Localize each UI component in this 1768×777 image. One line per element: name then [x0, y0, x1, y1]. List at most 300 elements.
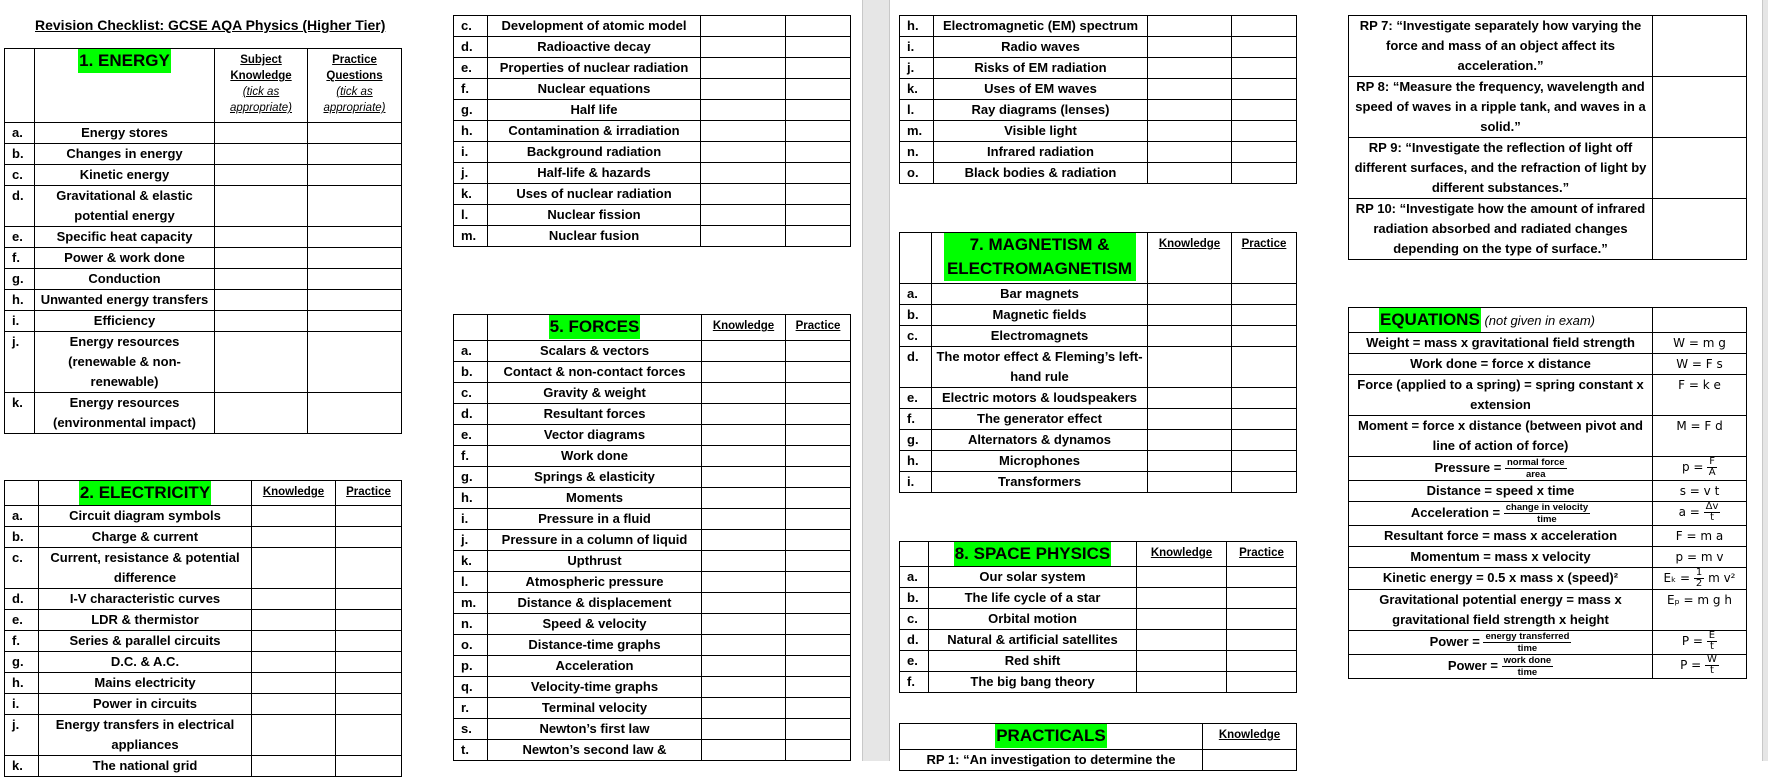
- practice-tick-cell[interactable]: [1232, 100, 1297, 121]
- table-row: [1349, 16, 1747, 77]
- knowledge-tick-cell[interactable]: [702, 467, 786, 488]
- practice-tick-cell[interactable]: [786, 100, 851, 121]
- practice-tick-cell[interactable]: [786, 677, 851, 698]
- word-equation: Weight = mass x gravitational field strength: [1349, 333, 1653, 354]
- knowledge-tick-cell[interactable]: [215, 227, 308, 248]
- equation-row: [1349, 590, 1747, 631]
- knowledge-tick-cell[interactable]: [702, 656, 786, 677]
- knowledge-tick-cell[interactable]: [215, 290, 308, 311]
- practice-tick-cell[interactable]: [786, 79, 851, 100]
- topic-name: Distance-time graphs: [488, 635, 702, 656]
- practice-tick-cell[interactable]: [786, 509, 851, 530]
- equation-row: [1349, 333, 1747, 354]
- practice-tick-cell[interactable]: [336, 506, 402, 527]
- topic-name: Risks of EM radiation: [934, 58, 1148, 79]
- practice-tick-cell[interactable]: [786, 551, 851, 572]
- practice-tick-cell[interactable]: [1232, 472, 1297, 493]
- practice-tick-cell[interactable]: [308, 165, 402, 186]
- table-row: [454, 184, 851, 205]
- table-row: [454, 142, 851, 163]
- knowledge-tick-cell[interactable]: [702, 446, 786, 467]
- knowledge-header: Subject Knowledge (tick as appropriate): [215, 49, 308, 123]
- knowledge-tick-cell[interactable]: [1203, 750, 1297, 771]
- knowledge-tick-cell[interactable]: [252, 756, 336, 777]
- table-row: [454, 614, 851, 635]
- topic-name: The life cycle of a star: [929, 588, 1137, 609]
- topic-name: Upthrust: [488, 551, 702, 572]
- practice-tick-cell[interactable]: [1232, 142, 1297, 163]
- knowledge-tick-cell[interactable]: [1148, 409, 1232, 430]
- knowledge-tick-cell[interactable]: [702, 530, 786, 551]
- knowledge-tick-cell[interactable]: [702, 719, 786, 740]
- practice-tick-cell[interactable]: [1232, 284, 1297, 305]
- practice-tick-cell[interactable]: [1232, 347, 1297, 388]
- knowledge-tick-cell[interactable]: [215, 144, 308, 165]
- knowledge-tick-cell[interactable]: [1148, 305, 1232, 326]
- knowledge-tick-cell[interactable]: [215, 311, 308, 332]
- table-row: [900, 651, 1297, 672]
- knowledge-tick-cell[interactable]: [252, 694, 336, 715]
- item-letter: e.: [900, 651, 929, 672]
- knowledge-tick-cell[interactable]: [1137, 567, 1227, 588]
- knowledge-tick-cell[interactable]: [701, 205, 786, 226]
- knowledge-tick-cell[interactable]: [1148, 163, 1232, 184]
- knowledge-tick-cell[interactable]: [701, 16, 786, 37]
- practice-tick-cell[interactable]: [1232, 430, 1297, 451]
- table-row: [900, 430, 1297, 451]
- table-row: [900, 305, 1297, 326]
- topic-name: Work done: [488, 446, 702, 467]
- practice-tick-cell[interactable]: [786, 740, 851, 761]
- table-row: [454, 593, 851, 614]
- word-equation: Work done = force x distance: [1349, 354, 1653, 375]
- topic-name: Microphones: [932, 451, 1148, 472]
- topic-name: Atmospheric pressure: [488, 572, 702, 593]
- word-equation: Momentum = mass x velocity: [1349, 547, 1653, 568]
- knowledge-tick-cell[interactable]: [701, 184, 786, 205]
- item-letter: f.: [454, 446, 488, 467]
- knowledge-tick-cell[interactable]: [252, 589, 336, 610]
- practice-tick-cell[interactable]: [336, 527, 402, 548]
- knowledge-tick-cell[interactable]: [1148, 430, 1232, 451]
- item-letter: i.: [5, 311, 35, 332]
- equation-row: [1349, 526, 1747, 547]
- practice-tick-cell[interactable]: [786, 572, 851, 593]
- knowledge-tick-cell[interactable]: [702, 677, 786, 698]
- table-row: [454, 572, 851, 593]
- knowledge-tick-cell[interactable]: [701, 226, 786, 247]
- knowledge-tick-cell[interactable]: [1137, 588, 1227, 609]
- item-letter: b.: [900, 305, 932, 326]
- practical-description: RP 7: “Investigate separately how varying the force and mass of an object affect its acceleration.”: [1349, 16, 1653, 77]
- practice-tick-cell[interactable]: [786, 142, 851, 163]
- section-title: 8. SPACE PHYSICS: [954, 542, 1112, 566]
- knowledge-tick-cell[interactable]: [1653, 199, 1747, 260]
- equation-row: [1349, 568, 1747, 590]
- topic-name: Vector diagrams: [488, 425, 702, 446]
- magnetism-header-row: [900, 233, 1297, 284]
- table-row: [5, 311, 402, 332]
- practice-tick-cell[interactable]: [786, 698, 851, 719]
- topic-name: Radioactive decay: [488, 37, 701, 58]
- table-row: [454, 404, 851, 425]
- forces-table: [453, 314, 851, 761]
- knowledge-header: Knowledge: [252, 481, 336, 506]
- knowledge-tick-cell[interactable]: [252, 548, 336, 589]
- knowledge-tick-cell[interactable]: [215, 123, 308, 144]
- practice-header: Practice: [1232, 233, 1297, 284]
- item-letter: g.: [454, 100, 488, 121]
- item-letter: a.: [5, 506, 39, 527]
- topic-name: Series & parallel circuits: [39, 631, 252, 652]
- item-letter: f.: [5, 631, 39, 652]
- practice-tick-cell[interactable]: [1227, 630, 1297, 651]
- item-letter: m.: [900, 121, 934, 142]
- topic-name: Uses of EM waves: [934, 79, 1148, 100]
- practice-tick-cell[interactable]: [1227, 651, 1297, 672]
- knowledge-tick-cell[interactable]: [1148, 347, 1232, 388]
- topic-name: I-V characteristic curves: [39, 589, 252, 610]
- symbol-equation: s = v t: [1653, 481, 1747, 502]
- practice-tick-cell[interactable]: [786, 656, 851, 677]
- practice-tick-cell[interactable]: [1227, 672, 1297, 693]
- practice-tick-cell[interactable]: [308, 311, 402, 332]
- practice-tick-cell[interactable]: [1232, 58, 1297, 79]
- topic-name: Pressure in a column of liquid: [488, 530, 702, 551]
- item-letter: i.: [454, 142, 488, 163]
- practice-tick-cell[interactable]: [786, 226, 851, 247]
- knowledge-tick-cell[interactable]: [1137, 651, 1227, 672]
- item-letter: l.: [454, 205, 488, 226]
- practice-tick-cell[interactable]: [786, 362, 851, 383]
- knowledge-tick-cell[interactable]: [702, 362, 786, 383]
- table-row: [1349, 138, 1747, 199]
- knowledge-tick-cell[interactable]: [1148, 100, 1232, 121]
- symbol-equation: a = $\frac{\Delta v}{t}$: [1653, 502, 1747, 526]
- topic-name: The national grid: [39, 756, 252, 777]
- knowledge-tick-cell[interactable]: [702, 698, 786, 719]
- item-letter: j.: [454, 530, 488, 551]
- fraction: $\frac{W}{t}$: [1707, 654, 1717, 676]
- item-letter: t.: [454, 740, 488, 761]
- knowledge-tick-cell[interactable]: [1148, 472, 1232, 493]
- table-row: [454, 551, 851, 572]
- practice-tick-cell[interactable]: [308, 248, 402, 269]
- item-letter: c.: [900, 609, 929, 630]
- practice-tick-cell[interactable]: [786, 58, 851, 79]
- practice-tick-cell[interactable]: [786, 184, 851, 205]
- knowledge-tick-cell[interactable]: [702, 635, 786, 656]
- topic-name: The generator effect: [932, 409, 1148, 430]
- topic-name: The motor effect & Fleming’s left-hand rule: [932, 347, 1148, 388]
- topic-name: Infrared radiation: [934, 142, 1148, 163]
- word-equation: Moment = force x distance (between pivot and line of action of force): [1349, 416, 1653, 457]
- knowledge-tick-cell[interactable]: [252, 631, 336, 652]
- table-row: [900, 100, 1297, 121]
- symbol-equation: Eₚ = m g h: [1653, 590, 1747, 631]
- practice-tick-cell[interactable]: [336, 673, 402, 694]
- item-letter: i.: [5, 694, 39, 715]
- item-letter: g.: [5, 269, 35, 290]
- practice-tick-cell[interactable]: [336, 631, 402, 652]
- practice-tick-cell[interactable]: [786, 488, 851, 509]
- knowledge-tick-cell[interactable]: [1653, 138, 1747, 199]
- practice-tick-cell[interactable]: [1232, 37, 1297, 58]
- knowledge-tick-cell[interactable]: [252, 715, 336, 756]
- item-letter: a.: [900, 567, 929, 588]
- table-row: [5, 332, 402, 393]
- topic-name: Circuit diagram symbols: [39, 506, 252, 527]
- knowledge-tick-cell[interactable]: [215, 393, 308, 434]
- practice-tick-cell[interactable]: [1227, 567, 1297, 588]
- item-letter: b.: [454, 362, 488, 383]
- knowledge-tick-cell[interactable]: [252, 527, 336, 548]
- practice-header: Practice Questions (tick as appropriate): [308, 49, 402, 123]
- table-row: [454, 530, 851, 551]
- knowledge-tick-cell[interactable]: [701, 100, 786, 121]
- item-letter: c.: [454, 383, 488, 404]
- energy-header-row: [5, 49, 402, 123]
- knowledge-tick-cell[interactable]: [1148, 58, 1232, 79]
- knowledge-tick-cell[interactable]: [702, 593, 786, 614]
- topic-name: Conduction: [35, 269, 215, 290]
- topic-name: Uses of nuclear radiation: [488, 184, 701, 205]
- word-equation: Power = $\frac{\text{energy transferred}}{\text{time}}$: [1349, 631, 1653, 655]
- fraction: $\frac{\text{change in velocity}}{\text{time}}$: [1505, 502, 1589, 525]
- table-row: [900, 409, 1297, 430]
- practice-tick-cell[interactable]: [308, 290, 402, 311]
- item-letter: r.: [454, 698, 488, 719]
- item-letter: g.: [454, 467, 488, 488]
- practice-tick-cell[interactable]: [786, 530, 851, 551]
- practice-tick-cell[interactable]: [1232, 305, 1297, 326]
- practice-tick-cell[interactable]: [308, 269, 402, 290]
- topic-name: Specific heat capacity: [35, 227, 215, 248]
- practicals-continued-table: [1348, 15, 1747, 260]
- table-row: [900, 567, 1297, 588]
- item-letter: m.: [454, 226, 488, 247]
- practice-tick-cell[interactable]: [308, 393, 402, 434]
- practice-tick-cell[interactable]: [786, 404, 851, 425]
- practice-tick-cell[interactable]: [1232, 388, 1297, 409]
- table-row: [900, 142, 1297, 163]
- knowledge-tick-cell[interactable]: [215, 332, 308, 393]
- topic-name: Properties of nuclear radiation: [488, 58, 701, 79]
- table-row: [454, 446, 851, 467]
- table-row: [900, 16, 1297, 37]
- practice-tick-cell[interactable]: [786, 37, 851, 58]
- topic-name: Energy resources (renewable & non-renewable): [35, 332, 215, 393]
- practice-tick-cell[interactable]: [1232, 326, 1297, 347]
- section-title: 1. ENERGY: [78, 49, 171, 73]
- topic-name: Gravitational & elastic potential energy: [35, 186, 215, 227]
- practice-tick-cell[interactable]: [336, 610, 402, 631]
- table-row: [5, 589, 402, 610]
- knowledge-tick-cell[interactable]: [702, 509, 786, 530]
- table-row: [454, 467, 851, 488]
- knowledge-tick-cell[interactable]: [1137, 609, 1227, 630]
- practice-tick-cell[interactable]: [786, 635, 851, 656]
- table-row: [454, 719, 851, 740]
- practice-tick-cell[interactable]: [786, 719, 851, 740]
- item-letter: c.: [5, 165, 35, 186]
- topic-name: Acceleration: [488, 656, 702, 677]
- practice-tick-cell[interactable]: [336, 548, 402, 589]
- knowledge-tick-cell[interactable]: [701, 79, 786, 100]
- practice-tick-cell[interactable]: [1232, 79, 1297, 100]
- item-letter: f.: [5, 248, 35, 269]
- item-letter: a.: [5, 123, 35, 144]
- knowledge-tick-cell[interactable]: [215, 186, 308, 227]
- practice-tick-cell[interactable]: [308, 123, 402, 144]
- table-row: [900, 37, 1297, 58]
- topic-name: Resultant forces: [488, 404, 702, 425]
- practice-tick-cell[interactable]: [786, 341, 851, 362]
- practice-tick-cell[interactable]: [336, 756, 402, 777]
- topic-name: Development of atomic model: [488, 16, 701, 37]
- knowledge-header: Knowledge: [702, 315, 786, 341]
- knowledge-tick-cell[interactable]: [702, 572, 786, 593]
- practical-description: RP 9: “Investigate the reflection of light off different surfaces, and the refraction of light by different substances.”: [1349, 138, 1653, 199]
- item-letter: f.: [454, 79, 488, 100]
- practice-tick-cell[interactable]: [786, 205, 851, 226]
- knowledge-tick-cell[interactable]: [1148, 121, 1232, 142]
- practice-tick-cell[interactable]: [336, 589, 402, 610]
- knowledge-tick-cell[interactable]: [701, 58, 786, 79]
- knowledge-tick-cell[interactable]: [252, 673, 336, 694]
- practice-tick-cell[interactable]: [786, 446, 851, 467]
- knowledge-tick-cell[interactable]: [702, 404, 786, 425]
- practice-tick-cell[interactable]: [1232, 121, 1297, 142]
- atomic-structure-table: [453, 15, 851, 247]
- knowledge-tick-cell[interactable]: [702, 425, 786, 446]
- knowledge-tick-cell[interactable]: [252, 610, 336, 631]
- knowledge-tick-cell[interactable]: [1653, 77, 1747, 138]
- practice-tick-cell[interactable]: [1232, 163, 1297, 184]
- practice-tick-cell[interactable]: [786, 383, 851, 404]
- table-row: [454, 698, 851, 719]
- practice-tick-cell[interactable]: [786, 425, 851, 446]
- practice-tick-cell[interactable]: [786, 163, 851, 184]
- item-letter: d.: [900, 347, 932, 388]
- knowledge-tick-cell[interactable]: [1148, 142, 1232, 163]
- practice-tick-cell[interactable]: [786, 593, 851, 614]
- practice-tick-cell[interactable]: [336, 715, 402, 756]
- knowledge-tick-cell[interactable]: [215, 269, 308, 290]
- item-letter: d.: [5, 589, 39, 610]
- practice-tick-cell[interactable]: [336, 694, 402, 715]
- symbol-equation: W = F s: [1653, 354, 1747, 375]
- knowledge-tick-cell[interactable]: [252, 506, 336, 527]
- practice-tick-cell[interactable]: [308, 186, 402, 227]
- knowledge-tick-cell[interactable]: [701, 142, 786, 163]
- practice-tick-cell[interactable]: [786, 614, 851, 635]
- practice-tick-cell[interactable]: [308, 144, 402, 165]
- topic-name: Newton’s second law &: [488, 740, 702, 761]
- topic-name: Red shift: [929, 651, 1137, 672]
- item-letter: c.: [5, 548, 39, 589]
- knowledge-tick-cell[interactable]: [1148, 388, 1232, 409]
- table-row: [5, 144, 402, 165]
- practice-tick-cell[interactable]: [786, 121, 851, 142]
- practice-tick-cell[interactable]: [336, 652, 402, 673]
- table-row: [5, 165, 402, 186]
- knowledge-tick-cell[interactable]: [1148, 37, 1232, 58]
- word-equation: Distance = speed x time: [1349, 481, 1653, 502]
- fraction: $\frac{F}{A}$: [1708, 456, 1716, 478]
- knowledge-tick-cell[interactable]: [252, 652, 336, 673]
- knowledge-tick-cell[interactable]: [701, 163, 786, 184]
- symbol-equation: W = m g: [1653, 333, 1747, 354]
- knowledge-tick-cell[interactable]: [215, 165, 308, 186]
- practice-tick-cell[interactable]: [1227, 609, 1297, 630]
- knowledge-tick-cell[interactable]: [702, 614, 786, 635]
- knowledge-tick-cell[interactable]: [1148, 326, 1232, 347]
- symbol-equation: P = $\frac{E}{t}$: [1653, 631, 1747, 655]
- knowledge-tick-cell[interactable]: [702, 551, 786, 572]
- practice-tick-cell[interactable]: [786, 16, 851, 37]
- table-row: [1349, 199, 1747, 260]
- fraction: $\frac{\text{work done}}{\text{time}}$: [1503, 655, 1552, 678]
- table-row: [5, 186, 402, 227]
- practice-tick-cell[interactable]: [308, 332, 402, 393]
- item-letter: b.: [5, 144, 35, 165]
- topic-name: Ray diagrams (lenses): [934, 100, 1148, 121]
- practice-tick-cell[interactable]: [1232, 451, 1297, 472]
- topic-name: Terminal velocity: [488, 698, 702, 719]
- knowledge-tick-cell[interactable]: [702, 740, 786, 761]
- knowledge-tick-cell[interactable]: [702, 383, 786, 404]
- item-letter: k.: [454, 551, 488, 572]
- word-equation: Pressure = $\frac{\text{normal force}}{\text{area}}$: [1349, 457, 1653, 481]
- topic-name: Orbital motion: [929, 609, 1137, 630]
- practice-tick-cell[interactable]: [1232, 16, 1297, 37]
- item-letter: h.: [454, 488, 488, 509]
- section-title: 2. ELECTRICITY: [79, 481, 211, 505]
- knowledge-tick-cell[interactable]: [1137, 672, 1227, 693]
- knowledge-tick-cell[interactable]: [702, 488, 786, 509]
- knowledge-tick-cell[interactable]: [1137, 630, 1227, 651]
- knowledge-header: Knowledge: [1148, 233, 1232, 284]
- knowledge-tick-cell[interactable]: [1148, 451, 1232, 472]
- knowledge-tick-cell[interactable]: [1653, 16, 1747, 77]
- practice-tick-cell[interactable]: [308, 227, 402, 248]
- knowledge-tick-cell[interactable]: [701, 121, 786, 142]
- knowledge-tick-cell[interactable]: [1148, 79, 1232, 100]
- item-letter: i.: [900, 472, 932, 493]
- table-row: [900, 163, 1297, 184]
- practice-tick-cell[interactable]: [1227, 588, 1297, 609]
- table-row: [454, 656, 851, 677]
- topic-name: Velocity-time graphs: [488, 677, 702, 698]
- equation-row: [1349, 457, 1747, 481]
- knowledge-tick-cell[interactable]: [215, 248, 308, 269]
- topic-name: Half-life & hazards: [488, 163, 701, 184]
- table-row: [454, 163, 851, 184]
- topic-name: Changes in energy: [35, 144, 215, 165]
- item-letter: c.: [454, 16, 488, 37]
- knowledge-tick-cell[interactable]: [1148, 284, 1232, 305]
- knowledge-tick-cell[interactable]: [701, 37, 786, 58]
- practice-tick-cell[interactable]: [786, 467, 851, 488]
- item-letter: q.: [454, 677, 488, 698]
- practice-tick-cell[interactable]: [1232, 409, 1297, 430]
- item-letter: e.: [5, 227, 35, 248]
- topic-name: Energy stores: [35, 123, 215, 144]
- knowledge-tick-cell[interactable]: [1148, 16, 1232, 37]
- knowledge-tick-cell[interactable]: [702, 341, 786, 362]
- item-letter: f.: [900, 409, 932, 430]
